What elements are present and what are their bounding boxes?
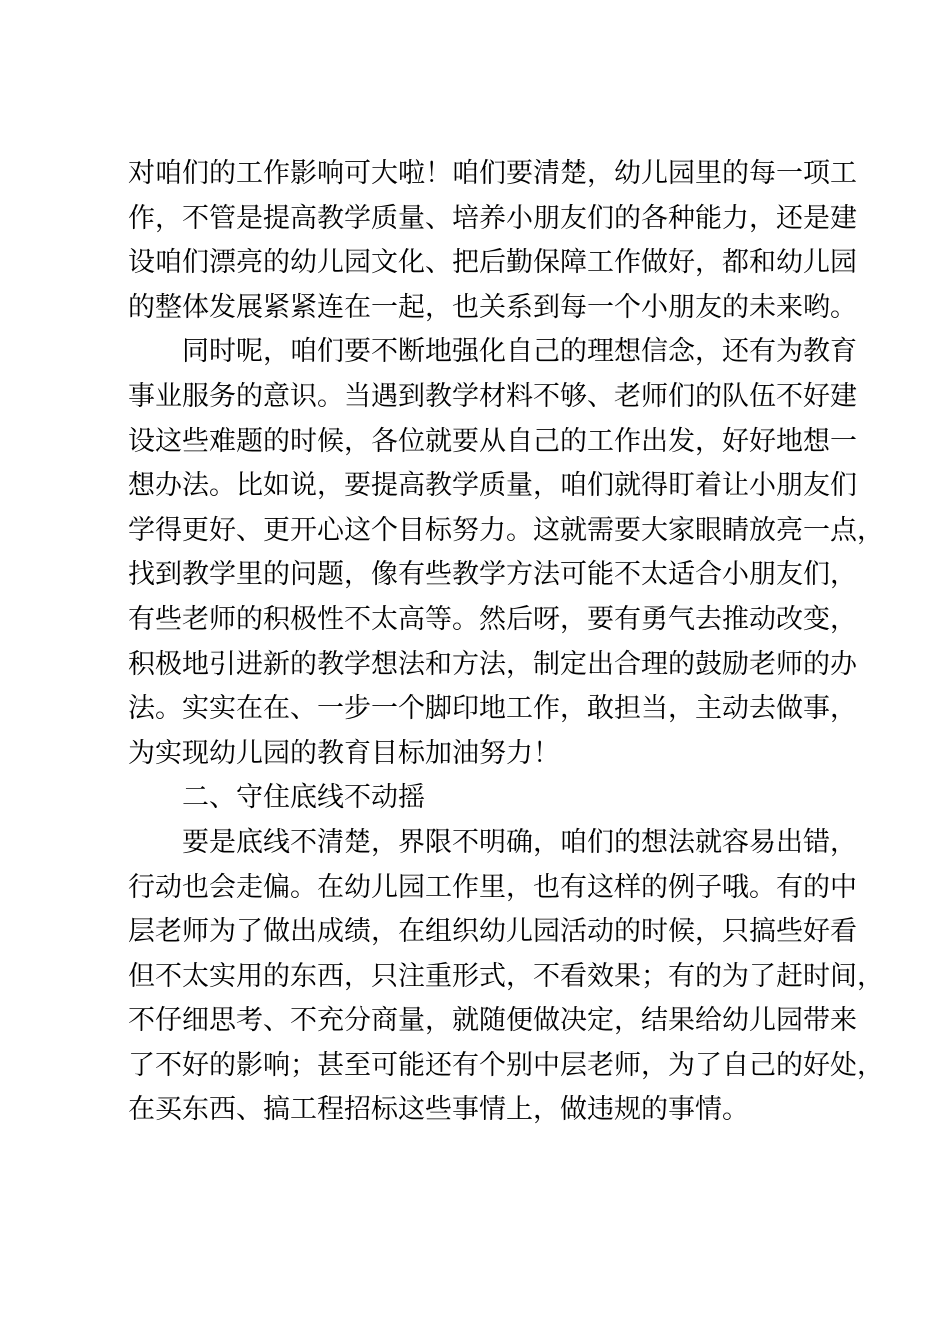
paragraph-line: 想办法。比如说，要提高教学质量，咱们就得盯着让小朋友们: [128, 470, 857, 502]
paragraph-line: 层老师为了做出成绩，在组织幼儿园活动的时候，只搞些好看: [128, 916, 857, 948]
paragraph-line: 设咱们漂亮的幼儿园文化、把后勤保障工作做好，都和幼儿园: [128, 247, 857, 279]
section-heading: 二、守住底线不动摇: [182, 782, 425, 814]
paragraph-line: 但不太实用的东西，只注重形式，不看效果；有的为了赶时间，: [128, 960, 884, 992]
paragraph-line: 事业服务的意识。当遇到教学材料不够、老师们的队伍不好建: [128, 380, 857, 412]
paragraph-line: 积极地引进新的教学想法和方法，制定出合理的鼓励老师的办: [128, 648, 857, 680]
paragraph-first-line: 同时呢，咱们要不断地强化自己的理想信念，还有为教育: [182, 336, 857, 368]
paragraph-first-line: 要是底线不清楚，界限不明确，咱们的想法就容易出错，: [182, 826, 857, 858]
paragraph-line: 法。实实在在、一步一个脚印地工作，敢担当，主动去做事，: [128, 693, 857, 725]
paragraph-line: 设这些难题的时候，各位就要从自己的工作出发，好好地想一: [128, 425, 857, 457]
paragraph-line: 找到教学里的问题，像有些教学方法可能不太适合小朋友们，: [128, 559, 857, 591]
document-body: [128, 152, 884, 1133]
paragraph-line: 了不好的影响；甚至可能还有个别中层老师，为了自己的好处，: [128, 1049, 884, 1081]
paragraph-line: 对咱们的工作影响可大啦！咱们要清楚，幼儿园里的每一项工: [128, 158, 857, 189]
paragraph-line: 学得更好、更开心这个目标努力。这就需要大家眼睛放亮一点，: [128, 514, 884, 546]
paragraph-line: 在买东西、搞工程招标这些事情上，做违规的事情。: [128, 1094, 749, 1126]
paragraph-line: 不仔细思考、不充分商量，就随便做决定，结果给幼儿园带来: [128, 1005, 857, 1037]
paragraph-line: 为实现幼儿园的教育目标加油努力！: [128, 737, 560, 769]
paragraph-line: 的整体发展紧紧连在一起，也关系到每一个小朋友的未来哟。: [128, 291, 857, 323]
paragraph-line: 有些老师的积极性不太高等。然后呀，要有勇气去推动改变，: [128, 603, 857, 635]
paragraph-line: 作，不管是提高教学质量、培养小朋友们的各种能力，还是建: [128, 202, 857, 234]
paragraph-line: 行动也会走偏。在幼儿园工作里，也有这样的例子哦。有的中: [128, 871, 857, 903]
